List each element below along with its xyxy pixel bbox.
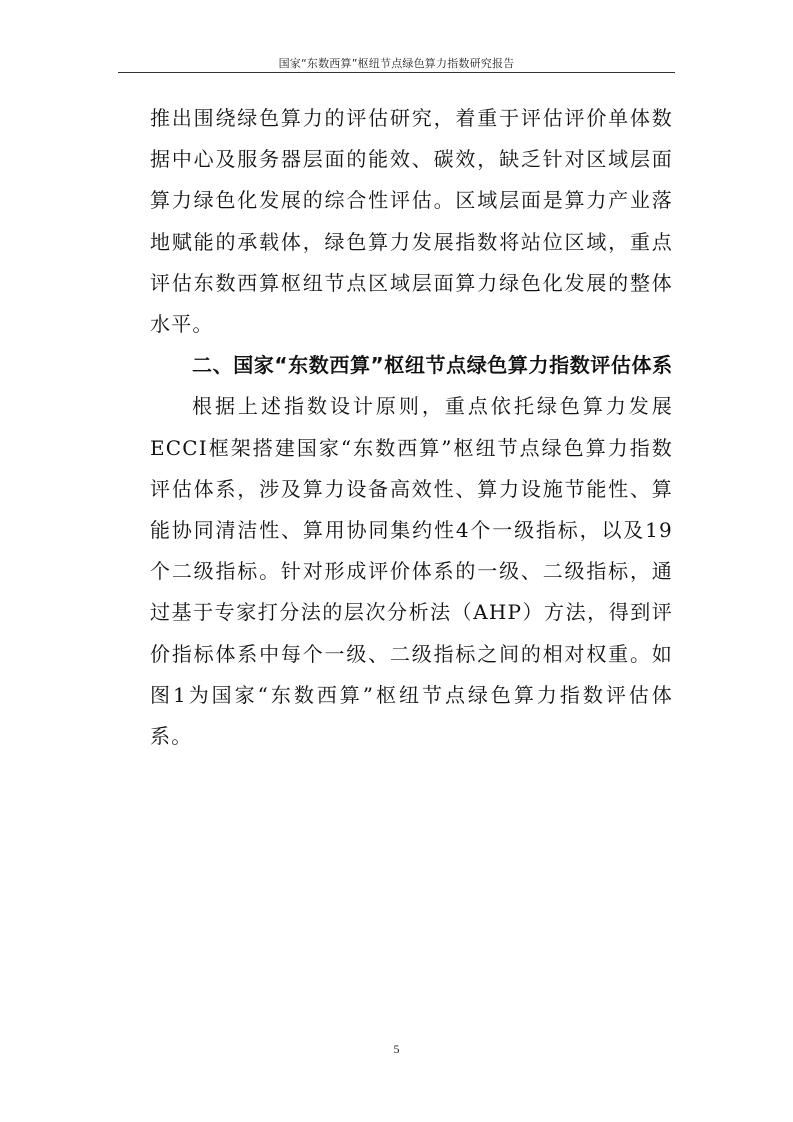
header-divider <box>118 72 675 73</box>
body-paragraph: 根据上述指数设计原则，重点依托绿色算力发展ECCI框架搭建国家“东数西算”枢纽节点绿色算力指数评估体系，涉及算力设备高效性、算力设施节能性、算能协同清洁性、算用协同集约性4个一级指标，以及19个二级指标。针对形成评价体系的一级、二级指标，通过基于专家打分法的层次分析法（AHP）方法，得到评价指标体系中每个一级、二级指标之间的相对权重。如图1为国家“东数西算”枢纽节点绿色算力指数评估体系。 <box>150 394 673 749</box>
body-paragraph-continued: 推出围绕绿色算力的评估研究，着重于评估评价单体数据中心及服务器层面的能效、碳效，缺乏针对区域层面算力绿色化发展的综合性评估。区域层面是算力产业落地赋能的承载体，绿色算力发展指数将站位区域，重点评估东数西算枢纽节点区域层面算力绿色化发展的整体水平。 <box>150 106 673 337</box>
page-body <box>150 98 673 757</box>
running-header: 国家“东数西算”枢纽节点绿色算力指数研究报告 <box>278 57 515 70</box>
page-number: 5 <box>393 1042 400 1056</box>
section-heading: 二、国家“东数西算”枢纽节点绿色算力指数评估体系 <box>192 353 673 378</box>
